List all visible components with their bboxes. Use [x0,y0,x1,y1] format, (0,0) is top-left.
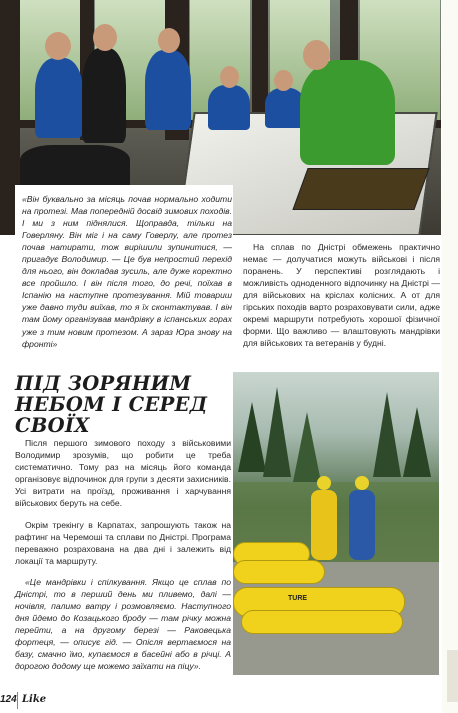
body-paragraph: Після першого зимового походу з військовими Володимир зрозумів, що робити це треба систематично. Тому раз на місяць його команда організовує відпочинок для групи з десяти захисників. Усі витрати на проїзд, проживання і харчування військових беруть на себе. [15,438,231,509]
body-paragraph: Окрім трекінгу в Карпатах, запрошують також на рафтинг на Черемоші та сплави по Дністрі. Програма переважно розрахована на два дні і залежить від локації та маршруту. [15,520,231,567]
footer-divider [17,692,18,709]
quote-text: «Він буквально за місяць почав нормально ходити на протезі. Мав попередній досвід зимових походів. І ми з ним піднялися. Щоправда, тільки на Говерляну. Він міг і на саму Говерлу, але протез почав натирати, тож вирішили зупинитися, — пригадує Володимир. — Це був непростий перехід для нього, він докладав зусиль, але дуже коректно все пройшло. І він після того, до речі, поїхав в Іспанію на наступне протезування. Мій товариш уже давно туди виїхав, то я їх сконтактував. І він там йому організував мандрівку в іспанських горах уже з тим новим протезом. А зараз Юра знову на фронті» [22,194,232,349]
section-heading: ПІД ЗОРЯНИМ НЕБОМ І СЕРЕД СВОЇХ [15,372,208,437]
photo-rafting-river [233,372,439,675]
page-edge-strip [447,650,458,702]
raft-brand-text: TURE [288,595,308,602]
magazine-name: Like [22,694,47,705]
page-edge [442,0,458,713]
quote-paragraph: «Це мандрівки і спілкування. Якщо це сплав по Дністрі, то в перший день ми пливемо, далі — ночівля, палимо ватру і розмовляємо. Наступного дня йдемо до Козацького броду — там річку можна перейти, а на другому березі — Раковецька фортеця, — описує гід. — Опісля вертаємося на базу, смачно їмо, купаємося в басейні або в річці. А дорогою додому ще можемо заїхати на піцу». [15,577,231,672]
right-column-text: На сплав по Дністрі обмежень практично немає — долучатися можуть військові і після поранень. У перспективі розглядають і можливість одноденного відпочинку на Дністрі — для військових на кріслах колісних. А от для гірських походів варто розраховувати сили, адже окремі маршрути потребують хорошої фізичної форми. Що важливо — влаштовують мандрівки для військових та ветеранів у будні. [243,242,440,349]
page-number: 124 [0,694,17,705]
